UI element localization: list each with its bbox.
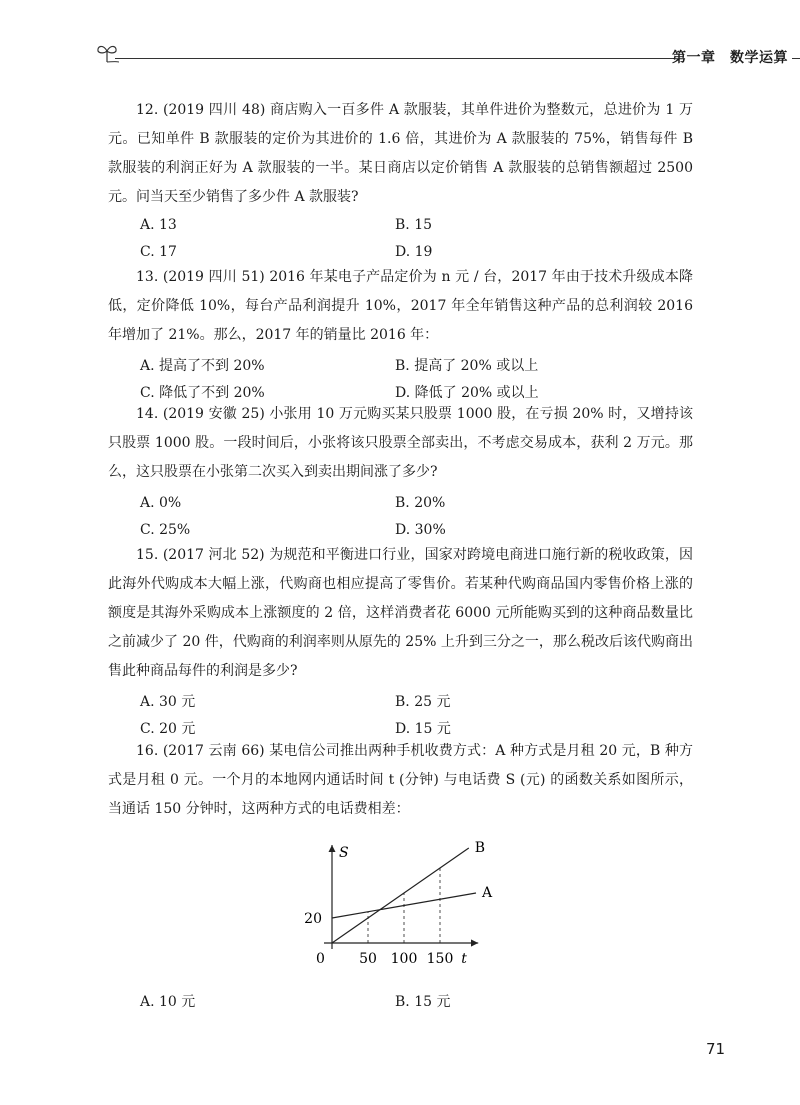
question-stem: 13. (2019 四川 51) 2016 年某电子产品定价为 n 元 / 台，2017 年由于技术升级成本降低，定价降低 10%，每台产品利润提升 10%，2017 年全年销售这种产品的总利润较 2016 年增加了 21%。那么，2017 年的销量比 2016 年： — [108, 269, 693, 343]
option-c: C. 降低了不到 20% — [140, 385, 265, 401]
option-b: B. 15 — [395, 217, 433, 233]
option-d: D. 降低了 20% 或以上 — [395, 385, 539, 401]
y-axis-label: S — [339, 845, 349, 861]
question-15 — [108, 541, 693, 686]
series-label-B: B — [474, 840, 486, 856]
page-number: 71 — [706, 1040, 726, 1058]
series-line-B — [332, 848, 469, 943]
option-d: D. 15 元 — [395, 721, 451, 737]
option-a: A. 0% — [140, 495, 182, 511]
y-tick-label: 20 — [304, 911, 322, 927]
header-rule-end — [792, 58, 800, 59]
question-stem: 14. (2019 安徽 25) 小张用 10 万元购买某只股票 1000 股，在亏损 20% 时，又增持该只股票 1000 股。一段时间后，小张将该只股票全部卖出，不考虑交易成本，获利 2 万元。那么，这只股票在小张第二次买入到卖出期间涨了多少? — [108, 406, 693, 480]
x-axis-label: t — [461, 951, 467, 967]
question-stem: 12. (2019 四川 48) 商店购入一百多件 A 款服装，其单件进价为整数元，总进价为 1 万元。已知单件 B 款服装的定价为其进价的 1.6 倍，其进价为 A 款服装的 75%，销售每件 B 款服装的利润正好为 A 款服装的一半。某日商店以定价销售 A 款服装的总销售额超过 2500 元。问当天至少销售了多少件 A 款服装? — [108, 102, 693, 205]
option-c: C. 17 — [140, 244, 177, 260]
option-b: B. 20% — [395, 495, 446, 511]
line-chart — [290, 825, 510, 975]
option-c: C. 25% — [140, 522, 191, 538]
x-tick-label: 50 — [359, 951, 377, 967]
header-rule — [115, 58, 675, 59]
question-stem: 16. (2017 云南 66) 某电信公司推出两种手机收费方式：A 种方式是月租 20 元，B 种方式是月租 0 元。一个月的本地网内通话时间 t (分钟) 与电话费 S (元) 的函数关系如图所示，当通话 150 分钟时，这两种方式的电话费相差： — [108, 743, 693, 817]
option-d: D. 19 — [395, 244, 433, 260]
question-12 — [108, 96, 693, 212]
option-c: C. 20 元 — [140, 721, 196, 737]
question-stem: 15. (2017 河北 52) 为规范和平衡进口行业，国家对跨境电商进口施行新的税收政策，因此海外代购成本大幅上涨，代购商也相应提高了零售价。若某种代购商品国内零售价格上涨的额度是其海外采购成本上涨额度的 2 倍，这样消费者花 6000 元所能购买到的这种商品数量比之前减少了 20 件，代购商的利润率则从原先的 25% 上升到三分之一，那么税改后该代购商出售此种商品每件的利润是多少? — [108, 547, 693, 679]
option-d: D. 30% — [395, 522, 446, 538]
option-a: A. 10 元 — [140, 994, 196, 1010]
origin-label: 0 — [316, 951, 325, 967]
option-a: A. 13 — [140, 217, 177, 233]
x-tick-label: 150 — [426, 951, 454, 967]
chapter-title: 第一章 数学运算 — [672, 50, 788, 66]
series-line-A — [332, 893, 476, 918]
option-a: A. 30 元 — [140, 694, 196, 710]
series-label-A: A — [482, 885, 493, 901]
sprout-icon — [95, 42, 119, 64]
option-a: A. 提高了不到 20% — [140, 358, 265, 374]
option-b: B. 25 元 — [395, 694, 451, 710]
option-b: B. 提高了 20% 或以上 — [395, 358, 539, 374]
option-b: B. 15 元 — [395, 994, 451, 1010]
page-header — [95, 38, 800, 68]
question-13 — [108, 263, 693, 350]
question-16 — [108, 737, 693, 824]
question-14 — [108, 400, 693, 487]
x-tick-label: 100 — [390, 951, 418, 967]
